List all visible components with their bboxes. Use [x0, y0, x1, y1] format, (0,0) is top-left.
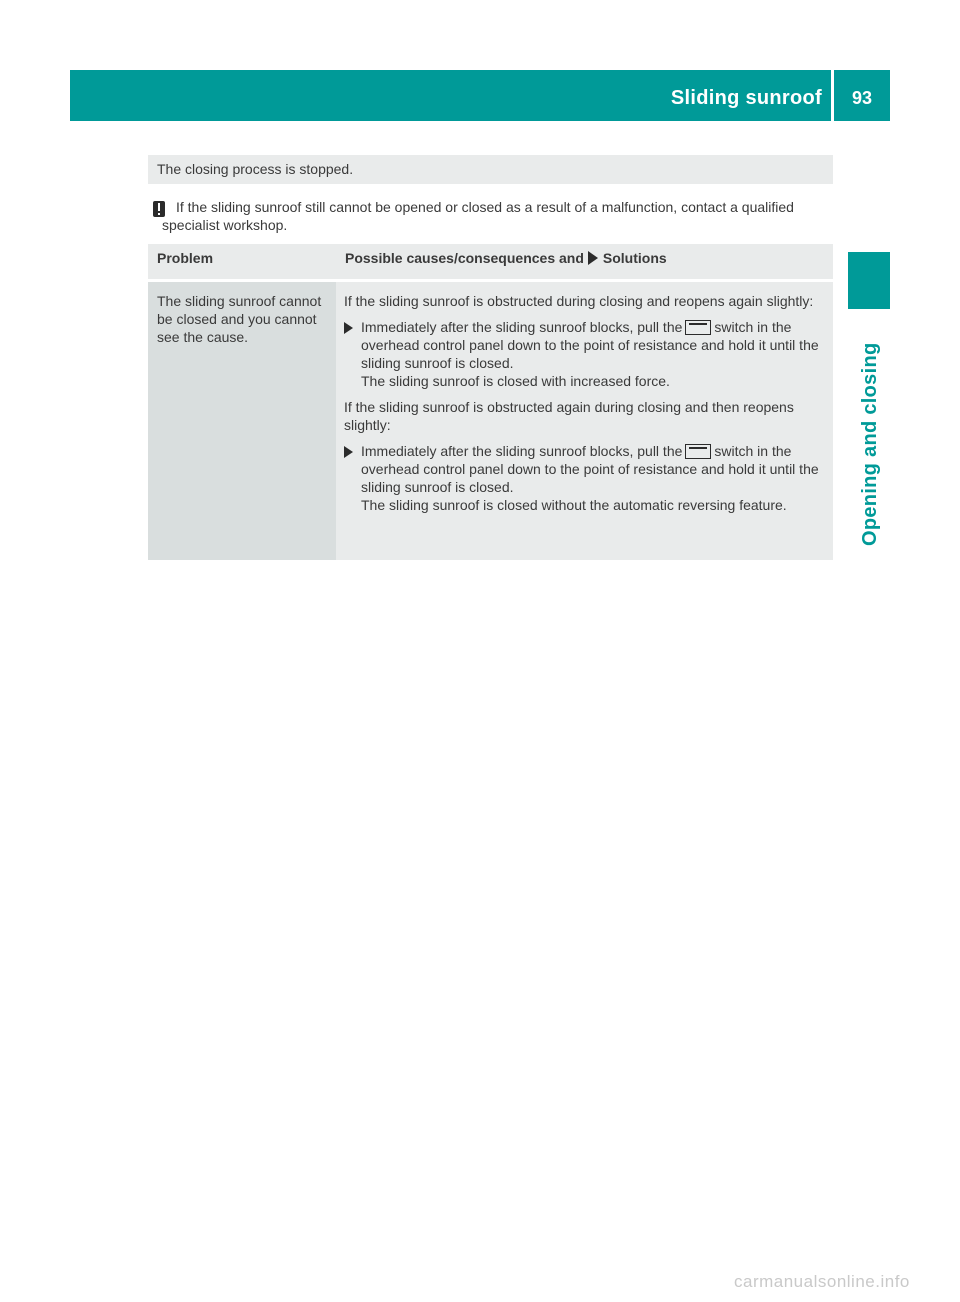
cause-text: If the sliding sunroof is obstructed during closing and reopens again slightly:: [344, 293, 814, 309]
step-result: The sliding sunroof is closed with increased force.: [361, 373, 670, 389]
solution-cell: [336, 281, 833, 561]
table-row: [148, 281, 833, 561]
arrow-right-icon: [588, 251, 598, 265]
sunroof-switch-icon: [685, 444, 711, 459]
section-title: Sliding sunroof: [670, 87, 822, 109]
step-text-before: Immediately after the sliding sunroof blocks, pull the: [361, 319, 683, 335]
step-text-after: switch in the overhead control panel down to the point of resistance and hold it until the sliding sunroof is closed.: [361, 443, 819, 495]
step-arrow-icon: [344, 446, 353, 458]
step-text-before: Immediately after the sliding sunroof blocks, pull the: [361, 443, 683, 459]
sunroof-switch-icon: [685, 320, 711, 335]
header-problem: Problem: [148, 244, 336, 281]
step-arrow-icon: [344, 322, 353, 334]
troubleshooting-table: [148, 244, 833, 560]
step-text-after: switch in the overhead control panel down to the point of resistance and hold it until the sliding sunroof is closed.: [361, 319, 819, 371]
header-solutions-suffix: Solutions: [602, 250, 667, 266]
header-solutions: [336, 244, 833, 281]
table-header-row: [148, 244, 833, 281]
step-result: The sliding sunroof is closed without the automatic reversing feature.: [361, 497, 787, 513]
side-tab-label: Opening and closing: [859, 342, 881, 546]
header-solutions-prefix: Possible causes/consequences and: [345, 250, 584, 266]
side-tab-marker: [848, 252, 890, 309]
page-header: [70, 70, 890, 121]
cause-text: If the sliding sunroof is obstructed again during closing and then reopens slightly:: [344, 399, 794, 433]
problem-cell: The sliding sunroof cannot be closed and you cannot see the cause.: [148, 281, 336, 561]
watermark: carmanualsonline.info: [734, 1272, 910, 1291]
action-step: [344, 442, 827, 514]
notice-text: If the sliding sunroof still cannot be opened or closed as a result of a malfunction, contact a qualified specialist workshop.: [162, 199, 794, 233]
result-text: The closing process is stopped.: [157, 161, 354, 177]
action-step: [344, 318, 827, 390]
page-number: 93: [851, 88, 873, 108]
